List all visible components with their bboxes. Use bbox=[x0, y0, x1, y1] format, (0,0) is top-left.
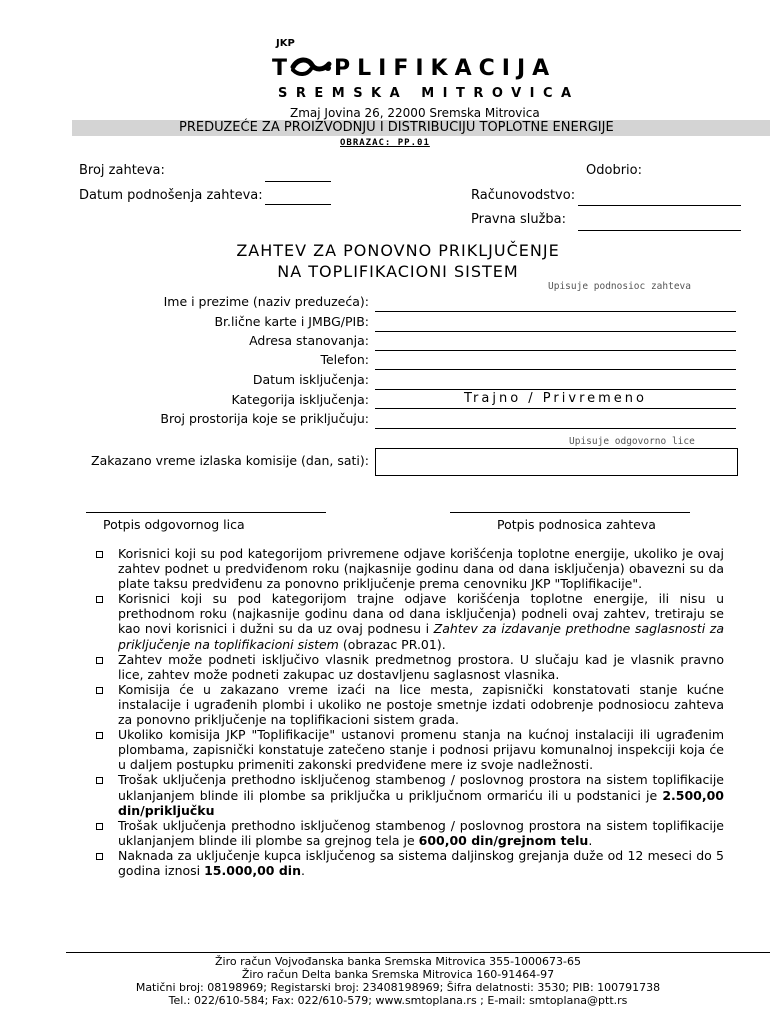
field-category-input[interactable] bbox=[375, 408, 736, 409]
field-category-label: Kategorija isključenja: bbox=[231, 392, 369, 407]
bullet-square-icon bbox=[96, 732, 103, 739]
note-text: Zahtev može podneti isključivo vlasnik predmetnog prostora. U slučaju kad je vlasnik pravno lice, zahtev može podneti zakupac uz dostavljenu saglasnost vlasnika. bbox=[118, 651, 724, 682]
legal-line[interactable] bbox=[578, 230, 741, 231]
notes-list bbox=[96, 546, 724, 878]
field-phone-input[interactable] bbox=[375, 369, 736, 370]
note-text: . bbox=[588, 832, 593, 848]
company-description: PREDUZEĆE ZA PROIZVODNJU I DISTRIBUCIJU TOPLOTNE ENERGIJE bbox=[179, 120, 614, 135]
bullet-square-icon bbox=[96, 777, 103, 784]
form-code: OBRAZAC: PP.01 bbox=[340, 138, 430, 148]
field-phone-label: Telefon: bbox=[320, 352, 369, 367]
bullet-square-icon bbox=[96, 657, 103, 664]
note-form-reference: Zahtev za izdavanje prethodne saglasnosti za priključenje na toplifikacioni sistem bbox=[118, 621, 724, 652]
list-item bbox=[96, 818, 724, 848]
note-text: Naknada za uključenje kupca isključenog sa sistema daljinskog grejanja duže od 12 meseci do 5 godina iznosi bbox=[118, 847, 724, 878]
field-name-label: Ime i prezime (naziv preduzeća): bbox=[163, 294, 369, 309]
note-text: . bbox=[300, 862, 305, 878]
applicant-signature-line[interactable] bbox=[450, 512, 690, 513]
accounting-line[interactable] bbox=[578, 205, 741, 206]
logo-emblem-icon bbox=[290, 56, 332, 78]
list-item bbox=[96, 682, 724, 727]
bullet-square-icon bbox=[96, 551, 103, 558]
footer-bank-2: Žiro račun Delta banka Sremska Mitrovica 160-91464-97 bbox=[241, 968, 555, 981]
company-logo bbox=[272, 56, 556, 81]
field-disconnect-date-label: Datum isključenja: bbox=[252, 372, 369, 387]
request-number-line[interactable] bbox=[265, 181, 331, 182]
list-item bbox=[96, 591, 724, 651]
note-text: Komisija će u zakazano vreme izaći na lice mesta, zapisnički konstatovati stanje kućne instalacije i ugrađenih plombi i ukoliko ne postoje smetnje izdati odobrenje podnosiocu zahteva za ponovno priključenje na toplifikacioni sistem grada. bbox=[118, 681, 724, 728]
field-disconnect-date-input[interactable] bbox=[375, 389, 736, 390]
footer-contact: Tel.: 022/610-584; Fax: 022/610-579; www.smtoplana.rs ; E-mail: smtoplana@ptt.rs bbox=[168, 994, 628, 1007]
note-price: 600,00 din/grejnom telu bbox=[418, 832, 589, 848]
list-item bbox=[96, 727, 724, 772]
list-item bbox=[96, 848, 724, 878]
approved-by-label: Odobrio: bbox=[586, 163, 642, 178]
note-text: Trošak uključenja prethodno isključenog stambenog / poslovnog prostora na sistem toplifikacije uklanjanjem blinde ili plombe sa priključka u priključnom ormariću ili u podstanici je bbox=[118, 772, 724, 803]
jkp-label: JKP bbox=[276, 38, 295, 49]
logo-letter-t: T bbox=[272, 56, 295, 81]
note-price: 15.000,00 din bbox=[204, 862, 301, 878]
bullet-square-icon bbox=[96, 596, 103, 603]
note-text: Korisnici koji su pod kategorijom privremene odjave korišćenja toplotne energije, ukoliko je ovaj zahtev podnet u predviđenom roku (najkasnije godinu dana od dana isključenja) obavezni su da plate taksu predviđenu za ponovno priključenje prema cenovniku JKP "Toplifikacije". bbox=[118, 546, 724, 592]
field-rooms-label: Broj prostorija koje se priključuju: bbox=[160, 411, 369, 426]
note-text: Ukoliko komisija JKP "Toplifikacije" ustanovi promenu stanja na kućnoj instalaciji ili ugrađenim plombama, zapisnički konstatuje zatečeno stanje i podnosi prijavu komunalnoj inspekciji koja će u daljem postupku primeniti zakonski predviđene mere iz svoje nadležnosti. bbox=[118, 727, 724, 773]
form-title-line1: ZAHTEV ZA PONOVNO PRIKLJUČENJE bbox=[236, 241, 560, 260]
responsible-signature-line[interactable] bbox=[86, 512, 326, 513]
submission-date-label: Datum podnošenja zahteva: bbox=[79, 188, 263, 203]
note-text: Korisnici koji su pod kategorijom trajne odjave korišćenja toplotne energije, ili nisu u prethodnom roku (najkasnije godinu dana od dana isključenja) podneli ovaj zahtev, tretiraju se kao novi korisnici i dužni su da uz ovaj podnesu i bbox=[118, 591, 724, 637]
note-price: 2.500,00 din/priključku bbox=[118, 787, 724, 818]
field-address-input[interactable] bbox=[375, 350, 736, 351]
responsible-signature-label: Potpis odgovornog lica bbox=[103, 517, 245, 532]
bullet-square-icon bbox=[96, 853, 103, 860]
field-id-input[interactable] bbox=[375, 331, 736, 332]
field-id-label: Br.lične karte i JMBG/PIB: bbox=[214, 314, 369, 329]
footer-bank-1: Žiro račun Vojvođanska banka Sremska Mitrovica 355-1000673-65 bbox=[214, 955, 582, 968]
commission-time-label: Zakazano vreme izlaska komisije (dan, sati): bbox=[91, 453, 369, 468]
submission-date-line[interactable] bbox=[265, 204, 331, 205]
footer-registration: Matični broj: 08198969; Registarski broj: 23408198969; Šifra delatnosti: 3530; PIB: 100791738 bbox=[135, 981, 661, 994]
list-item bbox=[96, 652, 724, 682]
footer-divider bbox=[66, 952, 770, 953]
form-title-line2: NA TOPLIFIKACIONI SISTEM bbox=[277, 262, 519, 281]
applicant-signature-label: Potpis podnosica zahteva bbox=[497, 517, 656, 532]
list-item bbox=[96, 546, 724, 591]
commission-time-box[interactable] bbox=[375, 448, 738, 476]
logo-text: PLIFIKACIJA bbox=[334, 56, 557, 81]
request-number-label: Broj zahteva: bbox=[79, 163, 165, 178]
field-rooms-input[interactable] bbox=[375, 428, 736, 429]
company-banner bbox=[72, 120, 770, 136]
field-address-label: Adresa stanovanja: bbox=[249, 333, 369, 348]
applicant-note: Upisuje podnosioc zahteva bbox=[548, 281, 691, 292]
list-item bbox=[96, 772, 724, 817]
company-address: Zmaj Jovina 26, 22000 Sremska Mitrovica bbox=[290, 106, 540, 120]
bullet-square-icon bbox=[96, 823, 103, 830]
legal-label: Pravna služba: bbox=[471, 212, 566, 227]
field-category-value[interactable]: Trajno / Privremeno bbox=[464, 391, 647, 406]
company-city: SREMSKA MITROVICA bbox=[278, 86, 580, 101]
field-name-input[interactable] bbox=[375, 311, 736, 312]
officer-note: Upisuje odgovorno lice bbox=[569, 436, 695, 447]
note-text: Trošak uključenja prethodno isključenog stambenog / poslovnog prostora na sistem toplifikacije uklanjanjem blinde ili plombe sa grejnog tela je bbox=[118, 817, 724, 848]
accounting-label: Računovodstvo: bbox=[471, 188, 576, 203]
note-text: (obrazac PR.01). bbox=[338, 636, 446, 652]
bullet-square-icon bbox=[96, 687, 103, 694]
